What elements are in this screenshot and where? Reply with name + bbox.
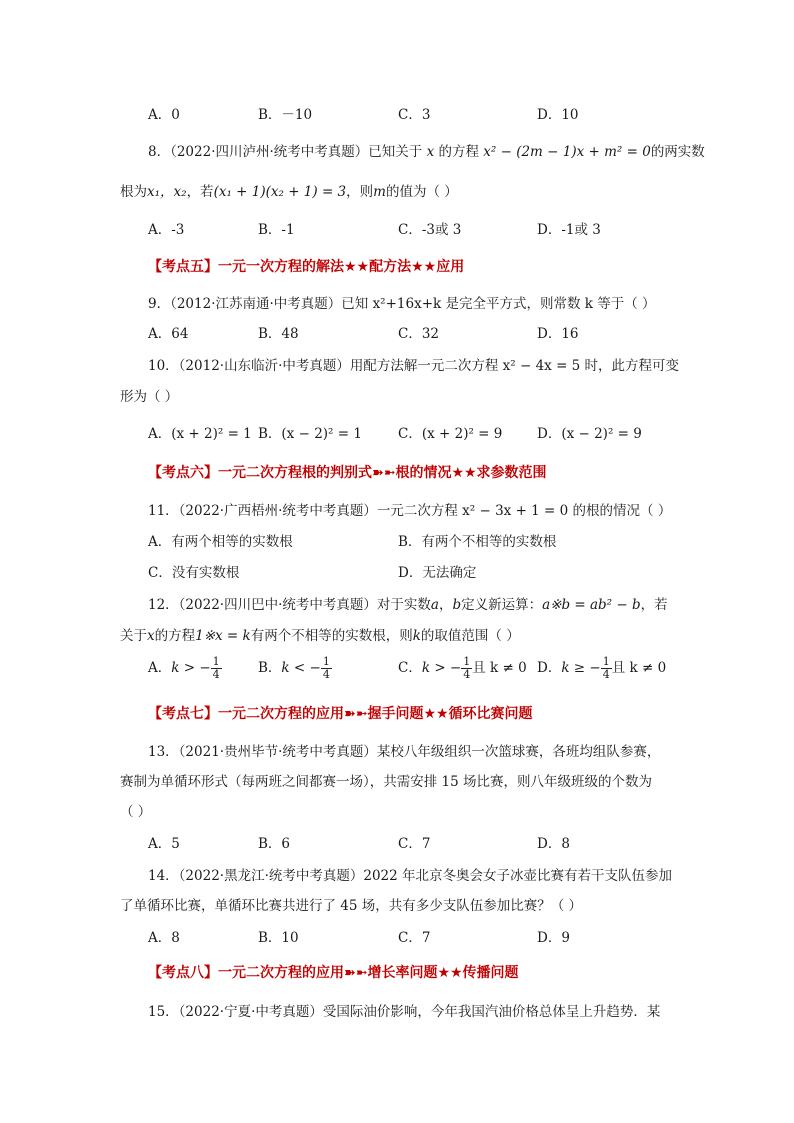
q14-option-c: C．7 <box>398 930 431 946</box>
section-heading-8: 【考点八】一元二次方程的应用➽➼增长率问题★★传播问题 <box>148 965 519 981</box>
q13-option-d: D．8 <box>537 836 570 852</box>
q11-option-a: A．有两个相等的实数根 <box>148 534 293 550</box>
q10-line2: 形为（ ） <box>120 389 179 405</box>
q13-line2: 赛制为单循环形式（每两班之间都赛一场），共需安排 15 场比赛，则八年级班级的个数为 <box>120 774 653 790</box>
section-heading-5: 【考点五】一元一次方程的解法★★配方法★★应用 <box>148 259 465 275</box>
q14-option-d: D．9 <box>537 930 570 946</box>
q14-option-a: A．8 <box>148 930 180 946</box>
q8-option-c: C．-3或 3 <box>398 222 462 238</box>
q14-option-b: B．10 <box>258 930 299 946</box>
q13-option-b: B．6 <box>258 836 291 852</box>
q8-option-d: D．-1或 3 <box>537 222 601 238</box>
q14-line1: 14．（2022·黑龙江·统考中考真题）2022 年北京冬奥会女子冰壶比赛有若干支队伍参加 <box>148 868 673 884</box>
q10-option-b: B．(x − 2)² = 1 <box>258 426 362 442</box>
q11-option-b: B．有两个不相等的实数根 <box>398 534 557 550</box>
q9-text: 9．（2012·江苏南通·中考真题）已知 x²+16x+k 是完全平方式，则常数 k 等于（ ） <box>148 296 656 312</box>
q10-line1: 10．（2012·山东临沂·中考真题）用配方法解一元二次方程 x² − 4x = 5 时，此方程可变 <box>148 358 680 374</box>
q8-line1: 8．（2022·四川泸州·统考中考真题）已知关于 x 的方程 x² − (2m − 1)x + m² = 0的两实数 <box>148 144 705 160</box>
q12-option-a: A．k > − $\frac{1}{4}$ <box>148 655 220 681</box>
q12-option-c: C．k > − $\frac{1}{4}$ 且 k ≠ 0 <box>398 655 527 681</box>
q13-option-a: A．5 <box>148 836 180 852</box>
q9-option-b: B．48 <box>258 326 299 342</box>
q11-option-c: C．没有实数根 <box>148 565 240 581</box>
q12-option-b: B．k < − $\frac{1}{4}$ <box>258 655 330 681</box>
q11-text: 11．（2022·广西梧州·统考中考真题）一元二次方程 x² − 3x + 1 = 0 的根的情况（ ） <box>148 503 672 519</box>
q15-line1: 15．（2022·宁夏·中考真题）受国际油价影响，今年我国汽油价格总体呈上升趋势．某 <box>148 1004 661 1020</box>
q10-option-a: A．(x + 2)² = 1 <box>148 426 252 442</box>
q12-option-d: D．k ≥ − $\frac{1}{4}$ 且 k ≠ 0 <box>537 655 667 681</box>
q9-option-d: D．16 <box>537 326 579 342</box>
q9-option-a: A．64 <box>148 326 189 342</box>
q13-option-c: C．7 <box>398 836 431 852</box>
q7-option-a: A．0 <box>148 107 180 123</box>
q7-option-b: B．－10 <box>258 107 313 123</box>
q14-line2: 了单循环比赛，单循环比赛共进行了 45 场，共有多少支队伍参加比赛？（ ） <box>120 898 583 914</box>
q8-option-a: A．-3 <box>148 222 185 238</box>
q9-option-c: C．32 <box>398 326 440 342</box>
q7-option-d: D．10 <box>537 107 579 123</box>
q10-option-c: C．(x + 2)² = 9 <box>398 426 503 442</box>
q12-line1: 12．（2022·四川巴中·统考中考真题）对于实数a，b定义新运算：a※b = ab² − b，若 <box>148 597 668 613</box>
q12-line2: 关于x的方程1※x = k有两个不相等的实数根，则k的取值范围（ ） <box>120 628 520 644</box>
q10-option-d: D．(x − 2)² = 9 <box>537 426 642 442</box>
q7-option-c: C．3 <box>398 107 431 123</box>
q8-option-b: B．-1 <box>258 222 295 238</box>
q8-line2: 根为x₁，x₂，若(x₁ + 1)(x₂ + 1) = 3，则m的值为（ ） <box>120 184 458 200</box>
q11-option-d: D．无法确定 <box>398 565 477 581</box>
q13-line1: 13．（2021·贵州毕节·统考中考真题）某校八年级组织一次篮球赛，各班均组队参赛， <box>148 744 661 760</box>
q13-line3: （ ） <box>120 804 152 820</box>
section-heading-7: 【考点七】一元二次方程的应用➽➼握手问题★★循环比赛问题 <box>148 706 533 722</box>
section-heading-6: 【考点六】一元二次方程根的判别式➽➼根的情况★★求参数范围 <box>148 465 547 481</box>
